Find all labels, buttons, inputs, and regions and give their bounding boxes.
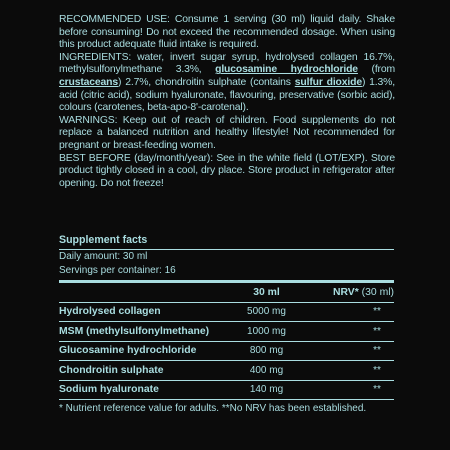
ingredient-amount: 1000 mg (219, 322, 314, 342)
header-amount: 30 ml (219, 283, 314, 302)
allergen-sulfur-dioxide: sulfur dioxide (294, 76, 362, 88)
recommended-use: RECOMMENDED USE: Consume 1 serving (30 ml) liquid daily. Shake before consuming! Do not exceed the recommended dosage. When using this product adequate fluid intake is required. (59, 14, 395, 51)
ingredient-name: MSM (methylsulfonylmethane) (59, 322, 219, 342)
ingredient-amount: 800 mg (219, 341, 314, 361)
table-row (59, 322, 394, 342)
allergen-crustaceans: crustaceans (59, 76, 118, 88)
ingredient-nrv: ** (314, 341, 394, 361)
ingredients-prefix: INGREDIENTS: water, invert sugar syrup, hydrolysed collagen 16.7%, methylsulfonylmethane 3.3%, (59, 51, 395, 76)
warnings: WARNINGS: Keep out of reach of children. Food supplements do not replace a balanced nutrition and healthy lifestyle! Not recommended for pregnant or breast-feeding women. (59, 114, 395, 151)
ingredients-from: (from (357, 64, 396, 76)
ingredients-chondroitin: ) 2.7%, chondroitin sulphate (contains (118, 76, 295, 88)
facts-footnote: * Nutrient reference value for adults. **No NRV has been established. (59, 403, 367, 415)
label-text (59, 14, 395, 190)
ingredient-amount: 140 mg (219, 380, 314, 400)
ingredient-name: Glucosamine hydrochloride (59, 341, 219, 361)
table-row (59, 341, 394, 361)
ingredient-name: Hydrolysed collagen (59, 302, 219, 322)
ingredients-suffix: ) 1.3%, acid (citric acid), sodium hyaluronate, flavouring, preservative (sorbic acid), colours (carotenes, beta-apo-8'-carotenal). (59, 76, 395, 114)
ingredient-nrv: ** (314, 361, 394, 381)
ingredient-amount: 400 mg (219, 361, 314, 381)
servings-per-container: Servings per container: 16 (59, 264, 176, 276)
facts-table (59, 283, 394, 400)
ingredient-name: Sodium hyaluronate (59, 380, 219, 400)
header-nrv-rest: (30 ml) (358, 286, 394, 298)
best-before: BEST BEFORE (day/month/year): See in the white field (LOT/EXP). Store product tightly closed in a cool, dry place. Store product in refrigerator after opening. Do not freeze! (59, 152, 395, 189)
header-nrv (314, 283, 394, 302)
allergen-glucosamine: glucosamine hydrochloride (215, 64, 358, 76)
ingredient-nrv: ** (314, 302, 394, 322)
ingredient-nrv: ** (314, 322, 394, 342)
ingredient-nrv: ** (314, 380, 394, 400)
table-row (59, 361, 394, 381)
header-nrv-bold: NRV* (332, 286, 359, 298)
ingredients (59, 52, 395, 115)
daily-amount: Daily amount: 30 ml (59, 251, 148, 262)
table-row (59, 380, 394, 400)
ingredient-name: Chondroitin sulphate (59, 361, 219, 381)
facts-title: Supplement facts (59, 234, 148, 246)
header-ingredient (59, 283, 219, 302)
ingredient-amount: 5000 mg (219, 302, 314, 322)
supplement-facts (59, 234, 394, 414)
table-row (59, 302, 394, 322)
facts-table-header (59, 283, 394, 302)
